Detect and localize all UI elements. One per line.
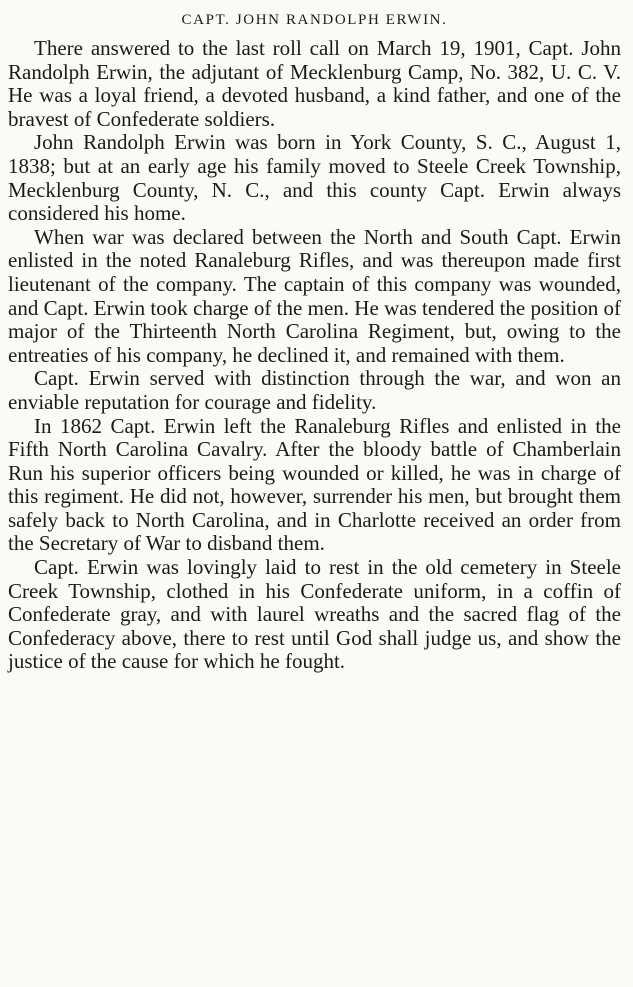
paragraph-5: In 1862 Capt. Erwin left the Ranaleburg Rifles and enlisted in the Fifth North Carolina Cavalry. After the bloody battle of Chamberlain Run his superior officers being wounded or killed, he was in charge of this regiment. He did not, however, surrender his men, but brought them safely back to North Carolina, and in Charlotte received an order from the Secretary of War to disband them. <box>8 413 621 556</box>
paragraph-1: There answered to the last roll call on March 19, 1901, Capt. John Randolph Erwin, the adjutant of Mecklenburg Camp, No. 382, U. C. V. He was a loyal friend, a devoted husband, a kind father, and one of the bravest of Confederate soldiers. <box>8 36 621 131</box>
paragraph-6: Capt. Erwin was lovingly laid to rest in the old cemetery in Steele Creek Township, clothed in his Confederate uniform, in a coffin of Confederate gray, and with laurel wreaths and the sacred flag of the Confederacy above, there to rest until God shall judge us, and show the justice of the cause for which he fought. <box>8 555 621 674</box>
article-title: CAPT. JOHN RANDOLPH ERWIN. <box>181 12 448 28</box>
paragraph-4: Capt. Erwin served with distinction through the war, and won an enviable reputation for courage and fidelity. <box>8 366 621 414</box>
paragraph-3: When war was declared between the North and South Capt. Erwin enlisted in the noted Ranaleburg Rifles, and was thereupon made first lieutenant of the company. The captain of this company was wounded, and Capt. Erwin took charge of the men. He was tendered the position of major of the Thirteenth North Carolina Regiment, but, owing to the entreaties of his company, he declined it, and remained with them. <box>8 224 621 367</box>
paragraph-2: John Randolph Erwin was born in York County, S. C., August 1, 1838; but at an early age his family moved to Steele Creek Township, Mecklenburg County, N. C., and this county Capt. Erwin always considered his home. <box>8 130 621 226</box>
